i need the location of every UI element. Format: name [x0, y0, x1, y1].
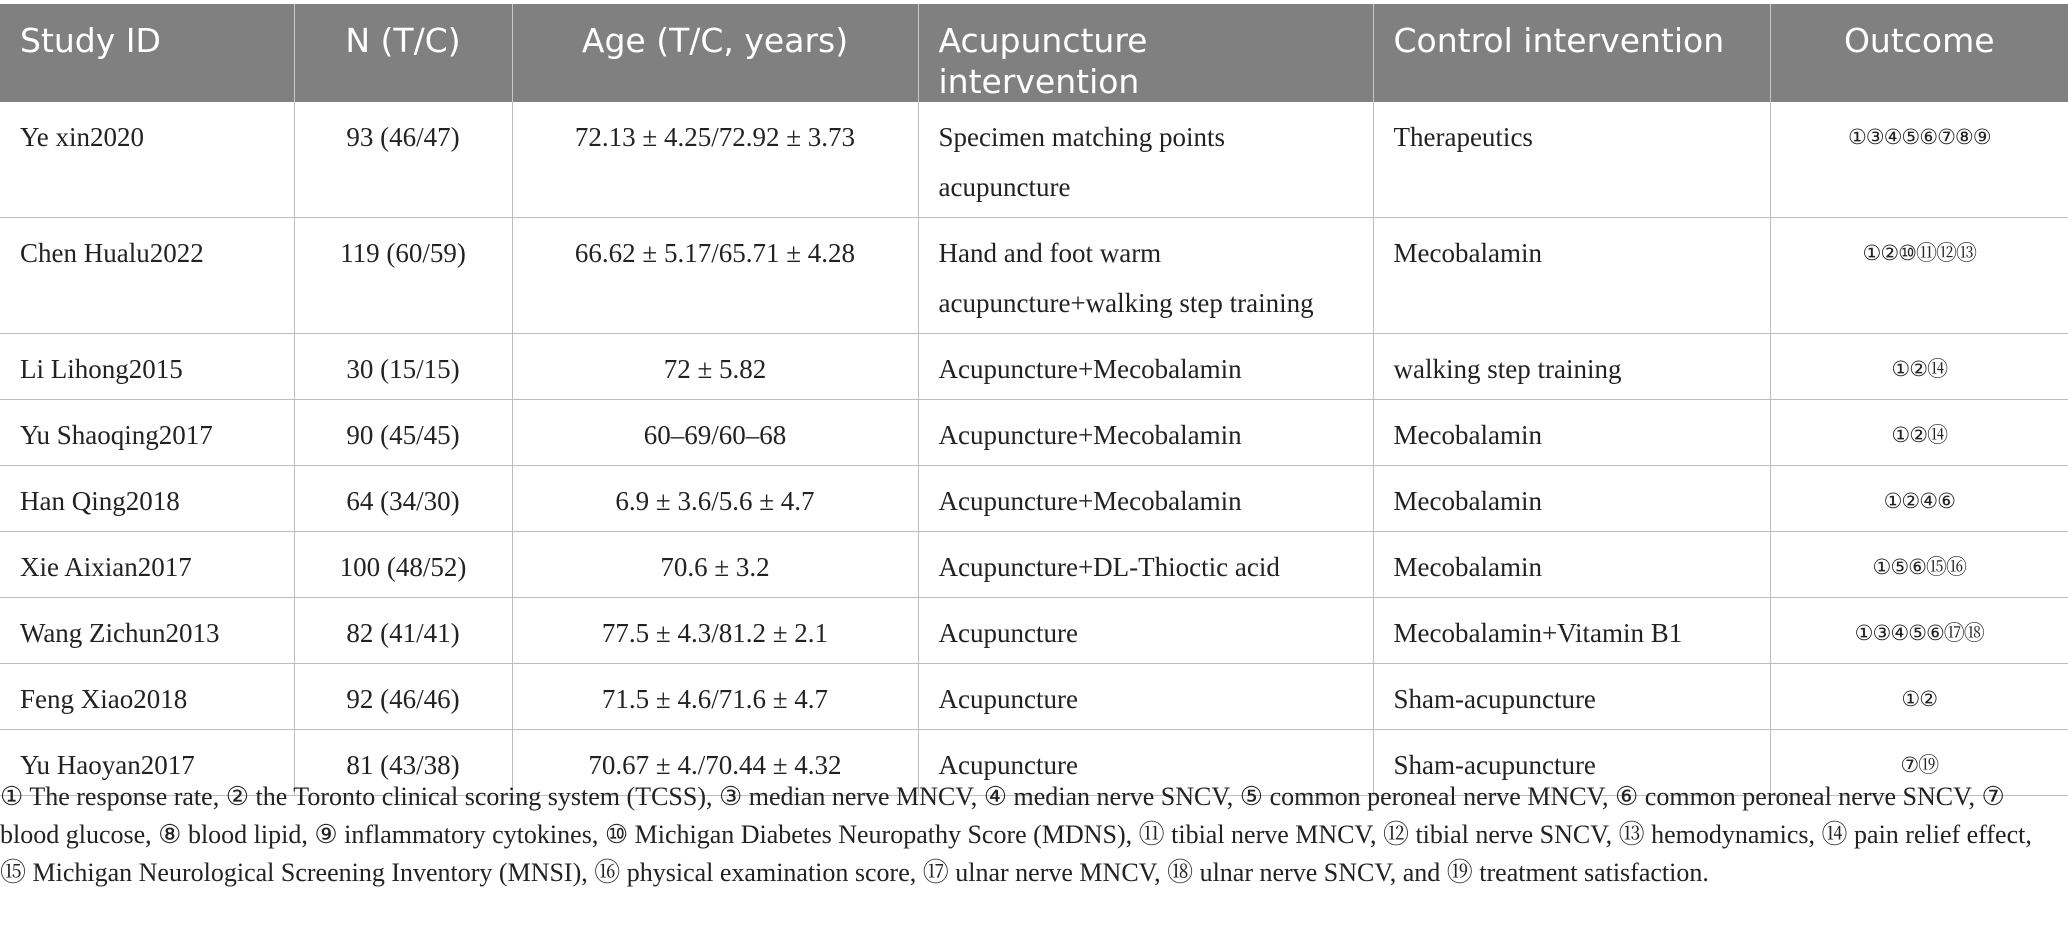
cell-study-id: Chen Hualu2022	[0, 218, 294, 334]
cell-outcome: ①③④⑤⑥⑦⑧⑨	[1770, 102, 2068, 218]
cell-n: 93 (46/47)	[294, 102, 512, 218]
cell-control: walking step training	[1373, 334, 1770, 400]
cell-control: Mecobalamin	[1373, 466, 1770, 532]
table-footnote	[0, 778, 2060, 892]
cell-outcome: ①②⑩⑪⑫⑬	[1770, 218, 2068, 334]
cell-acupuncture: Acupuncture+Mecobalamin	[918, 466, 1373, 532]
cell-n: 82 (41/41)	[294, 598, 512, 664]
cell-control: Sham-acupuncture	[1373, 664, 1770, 730]
cell-acupuncture: Acupuncture+DL-Thioctic acid	[918, 532, 1373, 598]
cell-age: 66.62 ± 5.17/65.71 ± 4.28	[512, 218, 918, 334]
cell-acupuncture: Acupuncture	[918, 664, 1373, 730]
cell-outcome: ①⑤⑥⑮⑯	[1770, 532, 2068, 598]
cell-acupuncture: Acupuncture	[918, 730, 1373, 796]
header-acupuncture-intervention: Acupuncture intervention	[918, 4, 1373, 102]
cell-acupuncture: Hand and foot warm acupuncture+walking step training	[918, 218, 1373, 334]
cell-age: 72.13 ± 4.25/72.92 ± 3.73	[512, 102, 918, 218]
cell-acupuncture: Specimen matching points acupuncture	[918, 102, 1373, 218]
cell-n: 30 (15/15)	[294, 334, 512, 400]
cell-outcome: ①③④⑤⑥⑰⑱	[1770, 598, 2068, 664]
cell-age: 60–69/60–68	[512, 400, 918, 466]
cell-acupuncture: Acupuncture	[918, 598, 1373, 664]
cell-n: 81 (43/38)	[294, 730, 512, 796]
cell-control: Mecobalamin	[1373, 218, 1770, 334]
table-row	[0, 334, 2068, 400]
cell-outcome: ①②⑭	[1770, 400, 2068, 466]
header-study-id: Study ID	[0, 4, 294, 102]
header-outcome: Outcome	[1770, 4, 2068, 102]
cell-study-id: Feng Xiao2018	[0, 664, 294, 730]
table-header-row	[0, 4, 2068, 102]
cell-outcome: ⑦⑲	[1770, 730, 2068, 796]
cell-study-id: Wang Zichun2013	[0, 598, 294, 664]
cell-outcome: ①②	[1770, 664, 2068, 730]
cell-n: 119 (60/59)	[294, 218, 512, 334]
cell-acupuncture: Acupuncture+Mecobalamin	[918, 400, 1373, 466]
cell-study-id: Li Lihong2015	[0, 334, 294, 400]
table-row	[0, 400, 2068, 466]
table-row	[0, 218, 2068, 334]
table-row	[0, 664, 2068, 730]
cell-study-id: Yu Haoyan2017	[0, 730, 294, 796]
cell-control: Mecobalamin+Vitamin B1	[1373, 598, 1770, 664]
cell-control: Sham-acupuncture	[1373, 730, 1770, 796]
cell-age: 71.5 ± 4.6/71.6 ± 4.7	[512, 664, 918, 730]
cell-age: 70.67 ± 4./70.44 ± 4.32	[512, 730, 918, 796]
footnote-text: ① The response rate, ② the Toronto clinical scoring system (TCSS), ③ median nerve MNCV, ④ median nerve SNCV, ⑤ common peroneal nerve MNCV, ⑥ common peroneal nerve SNCV, ⑦ blood glucose, ⑧ blood lipid, ⑨ inflammatory cytokines, ⑩ Michigan Diabetes Neuropathy Score (MDNS), ⑪ tibial nerve MNCV, ⑫ tibial nerve SNCV, ⑬ hemodynamics, ⑭ pain relief effect, ⑮ Michigan Neurological Screening Inventory (MNSI), ⑯ physical examination score, ⑰ ulnar nerve MNCV, ⑱ ulnar nerve SNCV, and ⑲ treatment satisfaction.	[0, 782, 2032, 887]
cell-n: 64 (34/30)	[294, 466, 512, 532]
cell-n: 90 (45/45)	[294, 400, 512, 466]
table-row	[0, 102, 2068, 218]
cell-control: Mecobalamin	[1373, 400, 1770, 466]
cell-n: 100 (48/52)	[294, 532, 512, 598]
table-row	[0, 466, 2068, 532]
cell-outcome: ①②④⑥	[1770, 466, 2068, 532]
header-control-intervention: Control intervention	[1373, 4, 1770, 102]
cell-study-id: Han Qing2018	[0, 466, 294, 532]
cell-control: Therapeutics	[1373, 102, 1770, 218]
cell-age: 77.5 ± 4.3/81.2 ± 2.1	[512, 598, 918, 664]
cell-study-id: Xie Aixian2017	[0, 532, 294, 598]
cell-study-id: Ye xin2020	[0, 102, 294, 218]
header-n: N (T/C)	[294, 4, 512, 102]
cell-age: 72 ± 5.82	[512, 334, 918, 400]
cell-n: 92 (46/46)	[294, 664, 512, 730]
table-row	[0, 532, 2068, 598]
cell-control: Mecobalamin	[1373, 532, 1770, 598]
cell-acupuncture: Acupuncture+Mecobalamin	[918, 334, 1373, 400]
cell-study-id: Yu Shaoqing2017	[0, 400, 294, 466]
study-table	[0, 4, 2068, 796]
header-age: Age (T/C, years)	[512, 4, 918, 102]
cell-outcome: ①②⑭	[1770, 334, 2068, 400]
table-row	[0, 598, 2068, 664]
cell-age: 6.9 ± 3.6/5.6 ± 4.7	[512, 466, 918, 532]
cell-age: 70.6 ± 3.2	[512, 532, 918, 598]
